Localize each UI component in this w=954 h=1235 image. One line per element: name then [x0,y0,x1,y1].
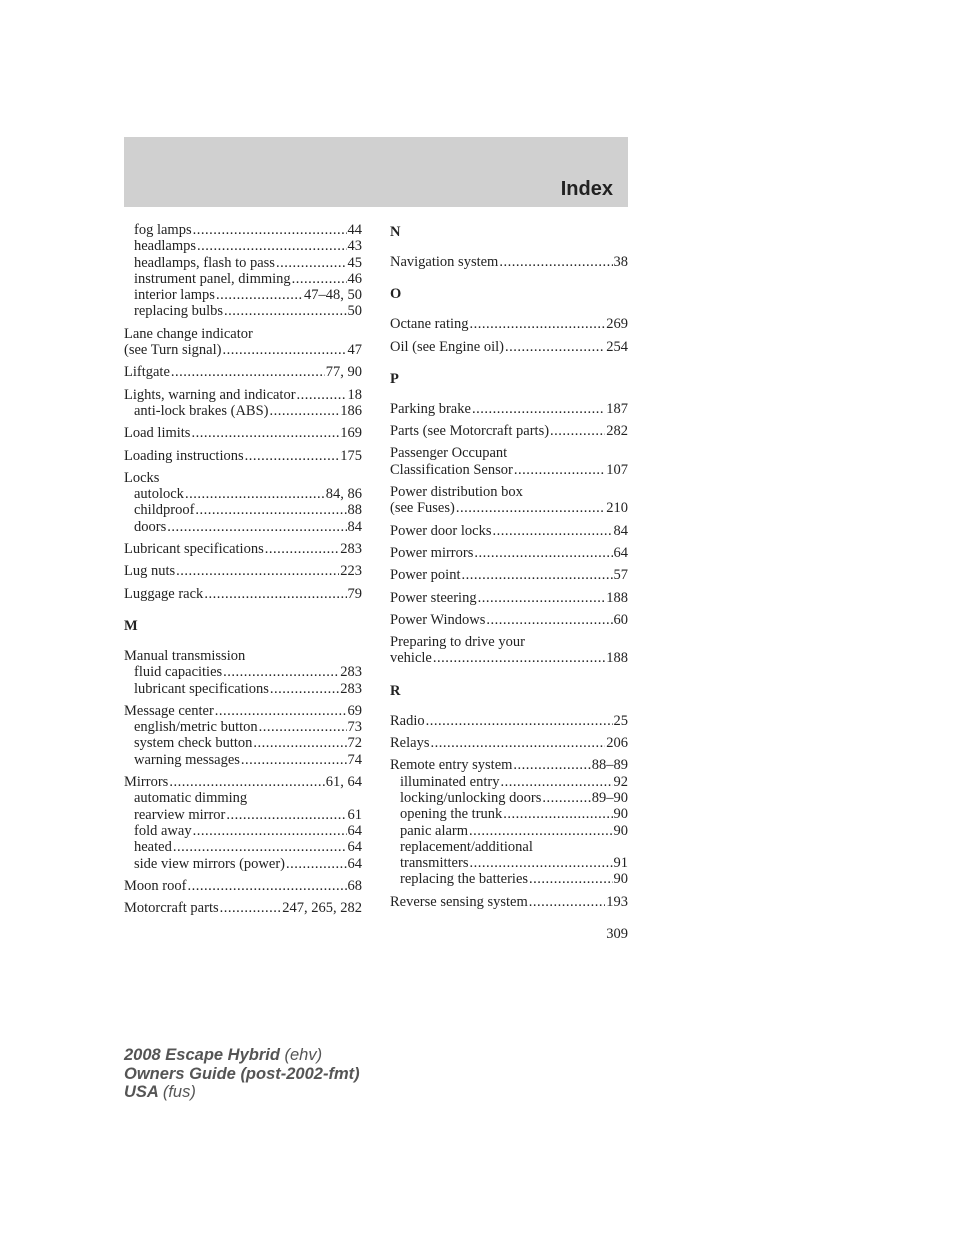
index-subentry-line [124,255,362,271]
entry-page-ref: 68 [347,877,362,894]
dot-leader [461,567,612,583]
entry-page-ref: 64 [347,822,362,839]
entry-term: doors [134,518,167,535]
dot-leader [470,316,606,332]
page-title: Index [560,178,613,200]
entry-page-ref: 91 [613,855,628,872]
dot-leader [265,541,340,557]
dot-leader [216,287,303,303]
dot-leader [171,364,325,380]
index-entry [124,364,362,380]
index-entry-line [124,703,362,719]
entry-page-ref: 45 [347,254,362,271]
index-subentry-line [124,839,362,855]
entry-term: (see Turn signal) [124,342,222,359]
entry-page-ref: 282 [606,423,628,440]
index-entry-line [124,326,362,342]
dot-leader [195,502,346,518]
index-entry [124,586,362,602]
index-subentry-line [124,735,362,751]
index-entry-line [124,342,362,358]
entry-page-ref: 84, 86 [325,486,362,503]
index-subentry-line [390,855,628,871]
dot-leader [433,650,605,666]
index-entry-line [124,648,362,664]
entry-term: automatic dimming [134,790,248,807]
index-entry-line [124,900,362,916]
index-entry [124,326,362,359]
index-subentry-line [390,790,628,806]
index-subentry-line [124,664,362,680]
index-entry [124,878,362,894]
entry-term: Message center [124,702,214,719]
dot-leader [276,255,347,271]
entry-page-ref: 43 [347,238,362,255]
header-bar [124,137,628,207]
index-entry-line [390,500,628,516]
index-entry-line [124,878,362,894]
index-entry-line [390,567,628,583]
entry-term: heated [134,839,172,856]
dot-leader [167,519,346,535]
entry-term: Load limits [124,425,191,442]
entry-term: Octane rating [390,316,469,333]
entry-page-ref: 84 [347,518,362,535]
entry-term: Remote entry system [390,757,513,774]
entry-term: Motorcraft parts [124,900,219,917]
dot-leader [426,713,613,729]
entry-term: transmitters [400,855,469,872]
index-entry-line [124,448,362,464]
index-entry [390,612,628,628]
entry-term: Lubricant specifications [124,541,264,558]
entry-page-ref: 88 [347,502,362,519]
index-subentry-line [124,238,362,254]
dot-leader [191,425,339,441]
entry-page-ref: 46 [347,270,362,287]
dot-leader [292,271,347,287]
entry-page-ref: 186 [340,402,362,419]
entry-term: panic alarm [400,822,469,839]
entry-term: english/metric button [134,719,258,736]
entry-term: Power distribution box [390,484,523,501]
section-letter: N [390,224,401,240]
entry-page-ref: 25 [613,712,628,729]
footer-market: USA [124,1083,159,1101]
dot-leader [493,523,613,539]
entry-page-ref: 107 [606,461,628,478]
entry-page-ref: 193 [606,893,628,910]
entry-page-ref: 61, 64 [325,774,362,791]
index-entry [390,484,628,517]
dot-leader [514,462,605,478]
entry-page-ref: 283 [340,680,362,697]
entry-page-ref: 206 [606,735,628,752]
index-entry-line [390,339,628,355]
entry-term: fluid capacities [134,664,223,681]
footer-model-code: (ehv) [284,1046,323,1064]
index-subentry-line [124,303,362,319]
index-entry-line [390,523,628,539]
index-entry [124,425,362,441]
index-entry-line [390,401,628,417]
index-subentry-line [124,752,362,768]
entry-term: side view mirrors (power) [134,855,285,872]
index-entry-line [124,364,362,380]
entry-page-ref: 73 [347,719,362,736]
index-entry [124,703,362,768]
entry-term: Passenger Occupant [390,445,508,462]
entry-term: anti-lock brakes (ABS) [134,402,269,419]
entry-term: instrument panel, dimming [134,270,291,287]
footer-guide: Owners Guide (post-2002-fmt) [124,1064,360,1083]
index-column-right [390,222,628,916]
index-entry [390,401,628,417]
entry-page-ref: 77, 90 [325,364,362,381]
entry-term: Manual transmission [124,647,246,664]
entry-term: Radio [390,712,425,729]
entry-term: fold away [134,822,192,839]
index-subentry-line [124,222,362,238]
dot-leader [529,871,612,887]
index-entry-line [390,713,628,729]
entry-term: warning messages [134,751,240,768]
entry-page-ref: 188 [606,650,628,667]
dot-leader [169,774,324,790]
entry-term: childproof [134,502,195,519]
index-entry-line [390,316,628,332]
entry-page-ref: 210 [606,500,628,517]
index-entry [124,470,362,535]
entry-page-ref: 269 [606,316,628,333]
entry-term: Parts (see Motorcraft parts) [390,423,550,440]
entry-term: Power steering [390,589,477,606]
index-entry-line [390,545,628,561]
section-letter: M [124,617,138,634]
entry-term: Navigation system [390,254,499,270]
entry-term: Locks [124,469,160,486]
dot-leader [513,757,590,773]
index-entry [124,541,362,557]
index-entry [390,894,628,910]
entry-page-ref: 47–48, 50 [304,287,362,304]
index-entry-line [390,423,628,439]
entry-page-ref: 254 [606,338,628,355]
entry-term: headlamps [134,238,197,255]
index-entry-line [124,586,362,602]
index-entry [390,567,628,583]
entry-term: Mirrors [124,774,169,791]
entry-term: lubricant specifications [134,680,269,697]
dot-leader [226,807,346,823]
entry-term: Lane change indicator [124,325,253,342]
entry-page-ref: 61 [347,806,362,823]
index-entry-line [124,774,362,790]
dot-leader [185,486,325,502]
index-subentry-line [390,871,628,887]
entry-page-ref: 18 [347,386,362,403]
dot-leader [204,586,346,602]
dot-leader [505,339,605,355]
entry-term: rearview mirror [134,806,226,823]
entry-page-ref: 69 [347,702,362,719]
index-entry [124,222,362,320]
index-subentry-line [124,502,362,518]
index-subentry-line [390,806,628,822]
dot-leader [529,894,606,910]
dot-leader [245,448,340,464]
dot-leader [469,823,612,839]
index-entry-line [390,445,628,461]
index-entry-line [390,650,628,666]
dot-leader [499,254,612,270]
index-entry [390,545,628,561]
index-entry [124,563,362,579]
entry-term: Power Windows [390,611,486,628]
entry-term: Classification Sensor [390,461,513,478]
entry-page-ref: 88–89 [591,757,628,774]
dot-leader [173,839,347,855]
index-entry [390,634,628,667]
dot-leader [215,703,347,719]
index-entry [390,316,628,332]
entry-page-ref: 283 [340,541,362,558]
dot-leader [550,423,605,439]
index-entry-line [390,612,628,628]
entry-page-ref: 175 [340,447,362,464]
index-entry [124,900,362,916]
entry-page-ref: 38 [613,254,628,270]
index-entry-line [390,484,628,500]
index-subentry-line [124,719,362,735]
entry-term: Lights, warning and indicator [124,386,296,403]
index-entry-line [124,541,362,557]
entry-term: Oil (see Engine oil) [390,338,504,355]
dot-leader [253,735,346,751]
entry-term: replacement/additional [400,838,533,855]
index-subentry-line [124,403,362,419]
entry-term: (see Fuses) [390,500,455,517]
dot-leader [197,238,346,254]
index-entry-line [124,470,362,486]
entry-page-ref: 89–90 [591,789,628,806]
index-entry [390,254,628,270]
entry-term: opening the trunk [400,806,503,823]
index-entry-line [390,634,628,650]
index-entry-line [124,387,362,403]
dot-leader [542,790,590,806]
index-entry [390,757,628,887]
dot-leader [486,612,612,628]
index-entry [390,523,628,539]
entry-page-ref: 64 [347,855,362,872]
entry-term: replacing bulbs [134,303,223,320]
dot-leader [187,878,346,894]
index-entry-line [124,425,362,441]
entry-term: Power door locks [390,522,492,539]
index-entry-line [390,590,628,606]
entry-page-ref: 188 [606,589,628,606]
footer [124,1046,360,1102]
dot-leader [472,401,605,417]
dot-leader [223,664,339,680]
footer-market-code: (fus) [162,1083,196,1101]
dot-leader [456,500,605,516]
dot-leader [270,681,339,697]
index-subentry-line [124,486,362,502]
index-entry [390,339,628,355]
dot-leader [286,856,347,872]
index-subentry-line [124,519,362,535]
entry-term: system check button [134,735,253,752]
entry-page-ref: 57 [613,567,628,584]
index-subentry-line [124,807,362,823]
entry-page-ref: 79 [347,585,362,602]
index-subentry-line [124,271,362,287]
dot-leader [176,563,339,579]
index-entry-line [390,735,628,751]
entry-page-ref: 90 [613,822,628,839]
dot-leader [241,752,347,768]
entry-page-ref: 64 [347,839,362,856]
index-entry-line [390,462,628,478]
entry-page-ref: 92 [613,773,628,790]
index-entry [390,735,628,751]
entry-term: Liftgate [124,364,170,381]
entry-term: Reverse sensing system [390,893,528,910]
dot-leader [224,303,347,319]
entry-term: Parking brake [390,400,471,417]
dot-leader [469,855,612,871]
entry-page-ref: 74 [347,751,362,768]
dot-leader [474,545,612,561]
section-letter: R [390,682,401,699]
entry-page-ref: 90 [613,806,628,823]
index-entry [124,448,362,464]
entry-page-ref: 50 [347,303,362,320]
dot-leader [478,590,606,606]
index-entry [124,648,362,697]
entry-term: autolock [134,486,184,503]
entry-term: locking/unlocking doors [400,789,542,806]
entry-term: Luggage rack [124,585,204,602]
index-entry [124,774,362,872]
entry-page-ref: 169 [340,425,362,442]
dot-leader [222,342,346,358]
entry-term: Lug nuts [124,563,176,580]
entry-term: replacing the batteries [400,871,529,888]
entry-page-ref: 60 [613,611,628,628]
dot-leader [220,900,282,916]
index-subentry-line [124,823,362,839]
entry-page-ref: 187 [606,400,628,417]
index-subentry-line [390,839,628,855]
index-entry-line [390,757,628,773]
entry-term: Moon roof [124,877,187,894]
entry-page-ref: 44 [347,222,362,238]
entry-term: Relays [390,735,430,752]
index-entry-line [390,254,628,270]
dot-leader [430,735,605,751]
index-subentry-line [124,681,362,697]
entry-page-ref: 247, 265, 282 [282,900,362,917]
entry-term: Power point [390,567,461,584]
entry-page-ref: 90 [613,871,628,888]
index-entry [124,387,362,420]
entry-term: Loading instructions [124,447,244,464]
page-number: 309 [606,926,628,942]
dot-leader [500,774,612,790]
entry-term: illuminated entry [400,773,500,790]
entry-term: Power mirrors [390,544,474,561]
entry-term: fog lamps [134,222,192,238]
index-subentry-line [390,823,628,839]
entry-page-ref: 72 [347,735,362,752]
index-entry-line [390,894,628,910]
index-entry [390,590,628,606]
dot-leader [297,387,347,403]
section-letter: P [390,370,399,387]
entry-page-ref: 283 [340,664,362,681]
index-subentry-line [124,790,362,806]
dot-leader [193,823,347,839]
footer-model: 2008 Escape Hybrid [124,1046,280,1064]
index-entry-line [124,563,362,579]
dot-leader [270,403,340,419]
entry-page-ref: 64 [613,544,628,561]
dot-leader [259,719,347,735]
entry-page-ref: 47 [347,342,362,359]
dot-leader [503,806,612,822]
section-letter: O [390,286,402,303]
index-subentry-line [390,774,628,790]
index-entry [390,423,628,439]
entry-term: vehicle [390,650,432,667]
entry-page-ref: 223 [340,563,362,580]
entry-term: Preparing to drive your [390,634,525,651]
dot-leader [193,222,347,238]
entry-page-ref: 84 [613,522,628,539]
entry-term: interior lamps [134,287,215,304]
index-subentry-line [124,856,362,872]
index-subentry-line [124,287,362,303]
index-column-left [124,222,362,922]
entry-term: headlamps, flash to pass [134,254,275,271]
index-entry [390,445,628,478]
index-entry [390,713,628,729]
